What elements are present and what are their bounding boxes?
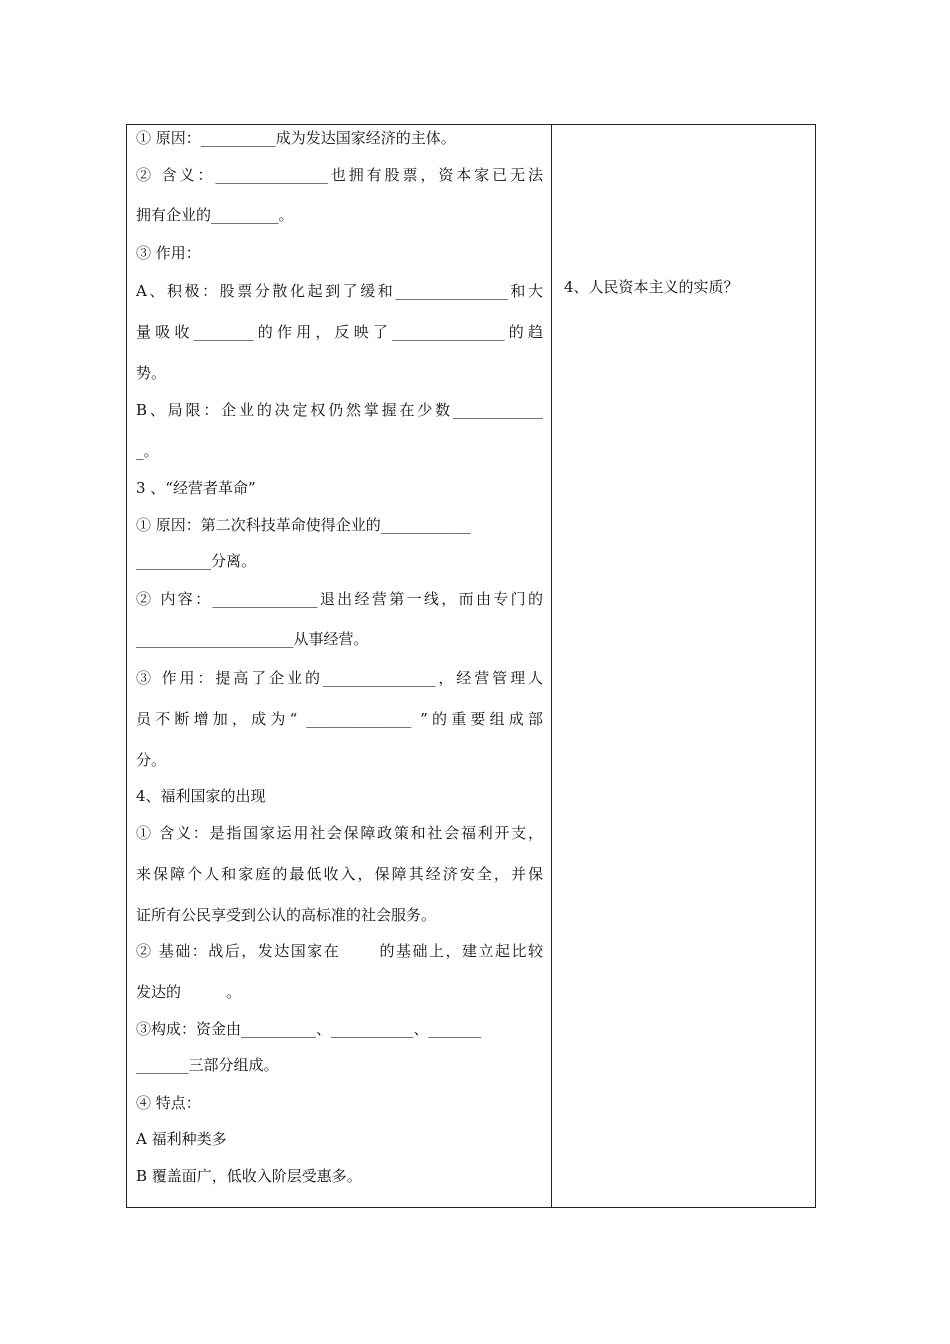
text-line: _____________________从事经营。 <box>136 630 369 648</box>
text-line: ② 基础：战后，发达国家在 的基础上，建立起比较 <box>136 942 543 960</box>
text-line: 员不断增加，成为“ ______________ ”的重要组成部 <box>136 710 543 728</box>
text-line: ③ 作用：提高了企业的_______________，经营管理人 <box>136 669 543 687</box>
text-line: ① 原因：__________成为发达国家经济的主体。 <box>136 129 456 147</box>
answer-column <box>552 125 815 1207</box>
text-line: 分。 <box>136 751 167 769</box>
worksheet-table <box>126 124 816 1208</box>
text-line: ① 原因：第二次科技革命使得企业的____________ <box>136 516 471 534</box>
text-line: 来保障个人和家庭的最低收入，保障其经济安全，并保 <box>136 865 543 883</box>
text-line: 势。 <box>136 364 167 382</box>
question-text: 4、人民资本主义的实质？ <box>564 278 739 296</box>
text-line: __________分离。 <box>136 552 257 570</box>
section-heading: 3 、“经营者革命” <box>136 479 256 497</box>
text-line: 发达的 。 <box>136 983 242 1001</box>
text-line: A、积极：股票分散化起到了缓和_______________和大 <box>136 282 543 300</box>
text-line: ③ 作用： <box>136 244 201 262</box>
section-heading: 4、福利国家的出现 <box>136 787 266 805</box>
text-line: 拥有企业的_________。 <box>136 206 294 224</box>
text-line: B 覆盖面广，低收入阶层受惠多。 <box>136 1167 362 1185</box>
text-line: 量吸收________的作用，反映了_______________的趋 <box>136 323 543 341</box>
text-line: ② 内容：______________退出经营第一线，而由专门的 <box>136 590 543 608</box>
text-line: _。 <box>136 442 159 460</box>
text-line: ④ 特点： <box>136 1094 201 1112</box>
text-line: _______三部分组成。 <box>136 1056 279 1074</box>
notes-column <box>127 125 552 1207</box>
text-line: A 福利种类多 <box>136 1130 227 1148</box>
text-line: B、局限：企业的决定权仍然掌握在少数____________ <box>136 401 543 419</box>
text-line: ① 含义：是指国家运用社会保障政策和社会福利开支， <box>136 824 543 842</box>
text-line: 证所有公民享受到公认的高标准的社会服务。 <box>136 906 437 924</box>
text-line: ③构成：资金由__________、___________、_______ <box>136 1020 482 1038</box>
text-line: ② 含义：_______________也拥有股票，资本家已无法 <box>136 166 543 184</box>
